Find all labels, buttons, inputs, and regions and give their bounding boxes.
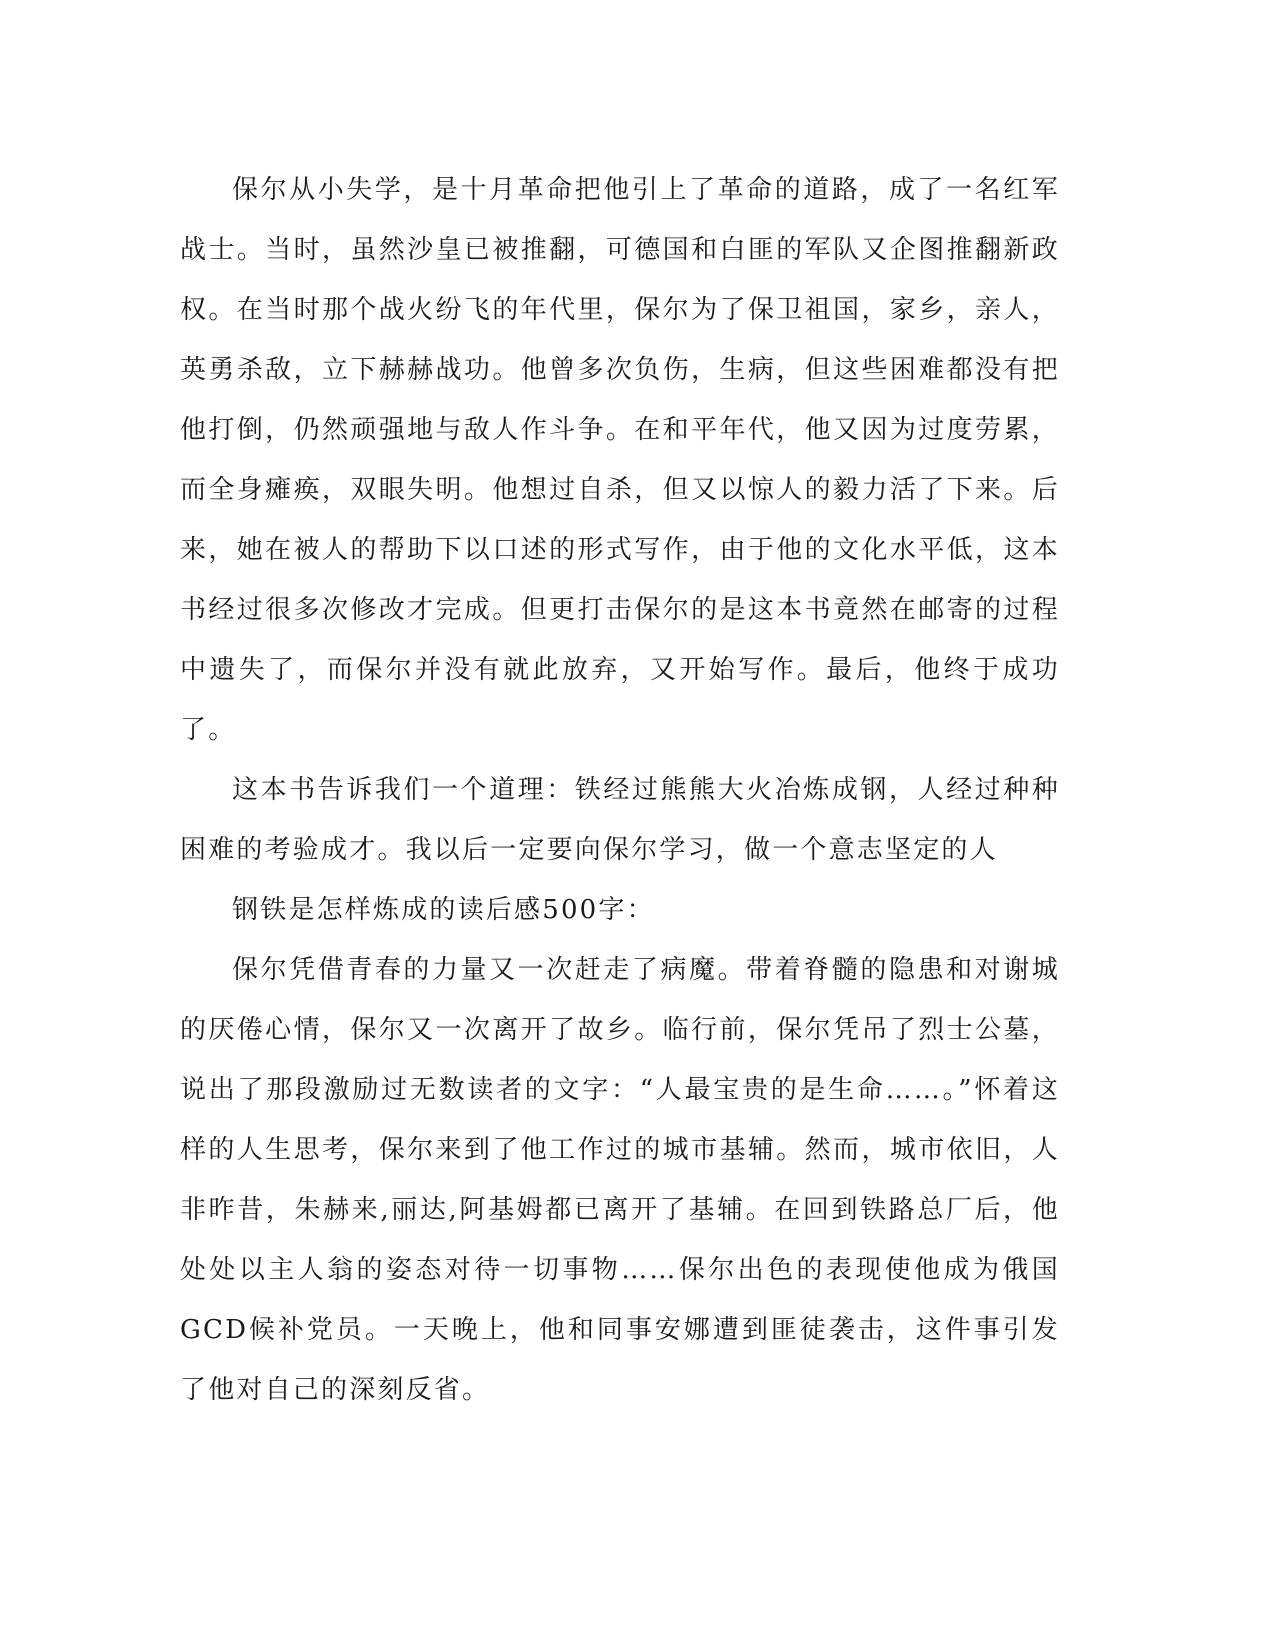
section-heading: 钢铁是怎样炼成的读后感500字： (232, 895, 655, 925)
paragraph-lesson: 这本书告诉我们一个道理：铁经过熊熊大火冶炼成钢，人经过种种困难的考验成才。我以后一定要向保尔学习，做一个意志坚定的人 (180, 775, 1060, 865)
body-text (180, 160, 1060, 1420)
paragraph-pavel-story: 保尔从小失学，是十月革命把他引上了革命的道路，成了一名红军战士。当时，虽然沙皇已被推翻，可德国和白匪的军队又企图推翻新政权。在当时那个战火纷飞的年代里，保尔为了保卫祖国，家乡，亲人，英勇杀敌，立下赫赫战功。他曾多次负伤，生病，但这些困难都没有把他打倒，仍然顽强地与敌人作斗争。在和平年代，他又因为过度劳累，而全身瘫痪，双眼失明。他想过自杀，但又以惊人的毅力活了下来。后来，她在被人的帮助下以口述的形式写作，由于他的文化水平低，这本书经过很多次修改才完成。但更打击保尔的是这本书竟然在邮寄的过程中遗失了，而保尔并没有就此放弃，又开始写作。最后，他终于成功了。 (180, 175, 1060, 745)
paragraph-review: 保尔凭借青春的力量又一次赶走了病魔。带着脊髓的隐患和对谢城的厌倦心情，保尔又一次离开了故乡。临行前，保尔凭吊了烈士公墓，说出了那段激励过无数读者的文字：“人最宝贵的是生命……。”怀着这样的人生思考，保尔来到了他工作过的城市基辅。然而，城市依旧，人非昨昔，朱赫来,丽达,阿基姆都已离开了基辅。在回到铁路总厂后，他处处以主人翁的姿态对待一切事物……保尔出色的表现使他成为俄国GCD候补党员。一天晚上，他和同事安娜遭到匪徒袭击，这件事引发了他对自己的深刻反省。 (180, 955, 1060, 1405)
